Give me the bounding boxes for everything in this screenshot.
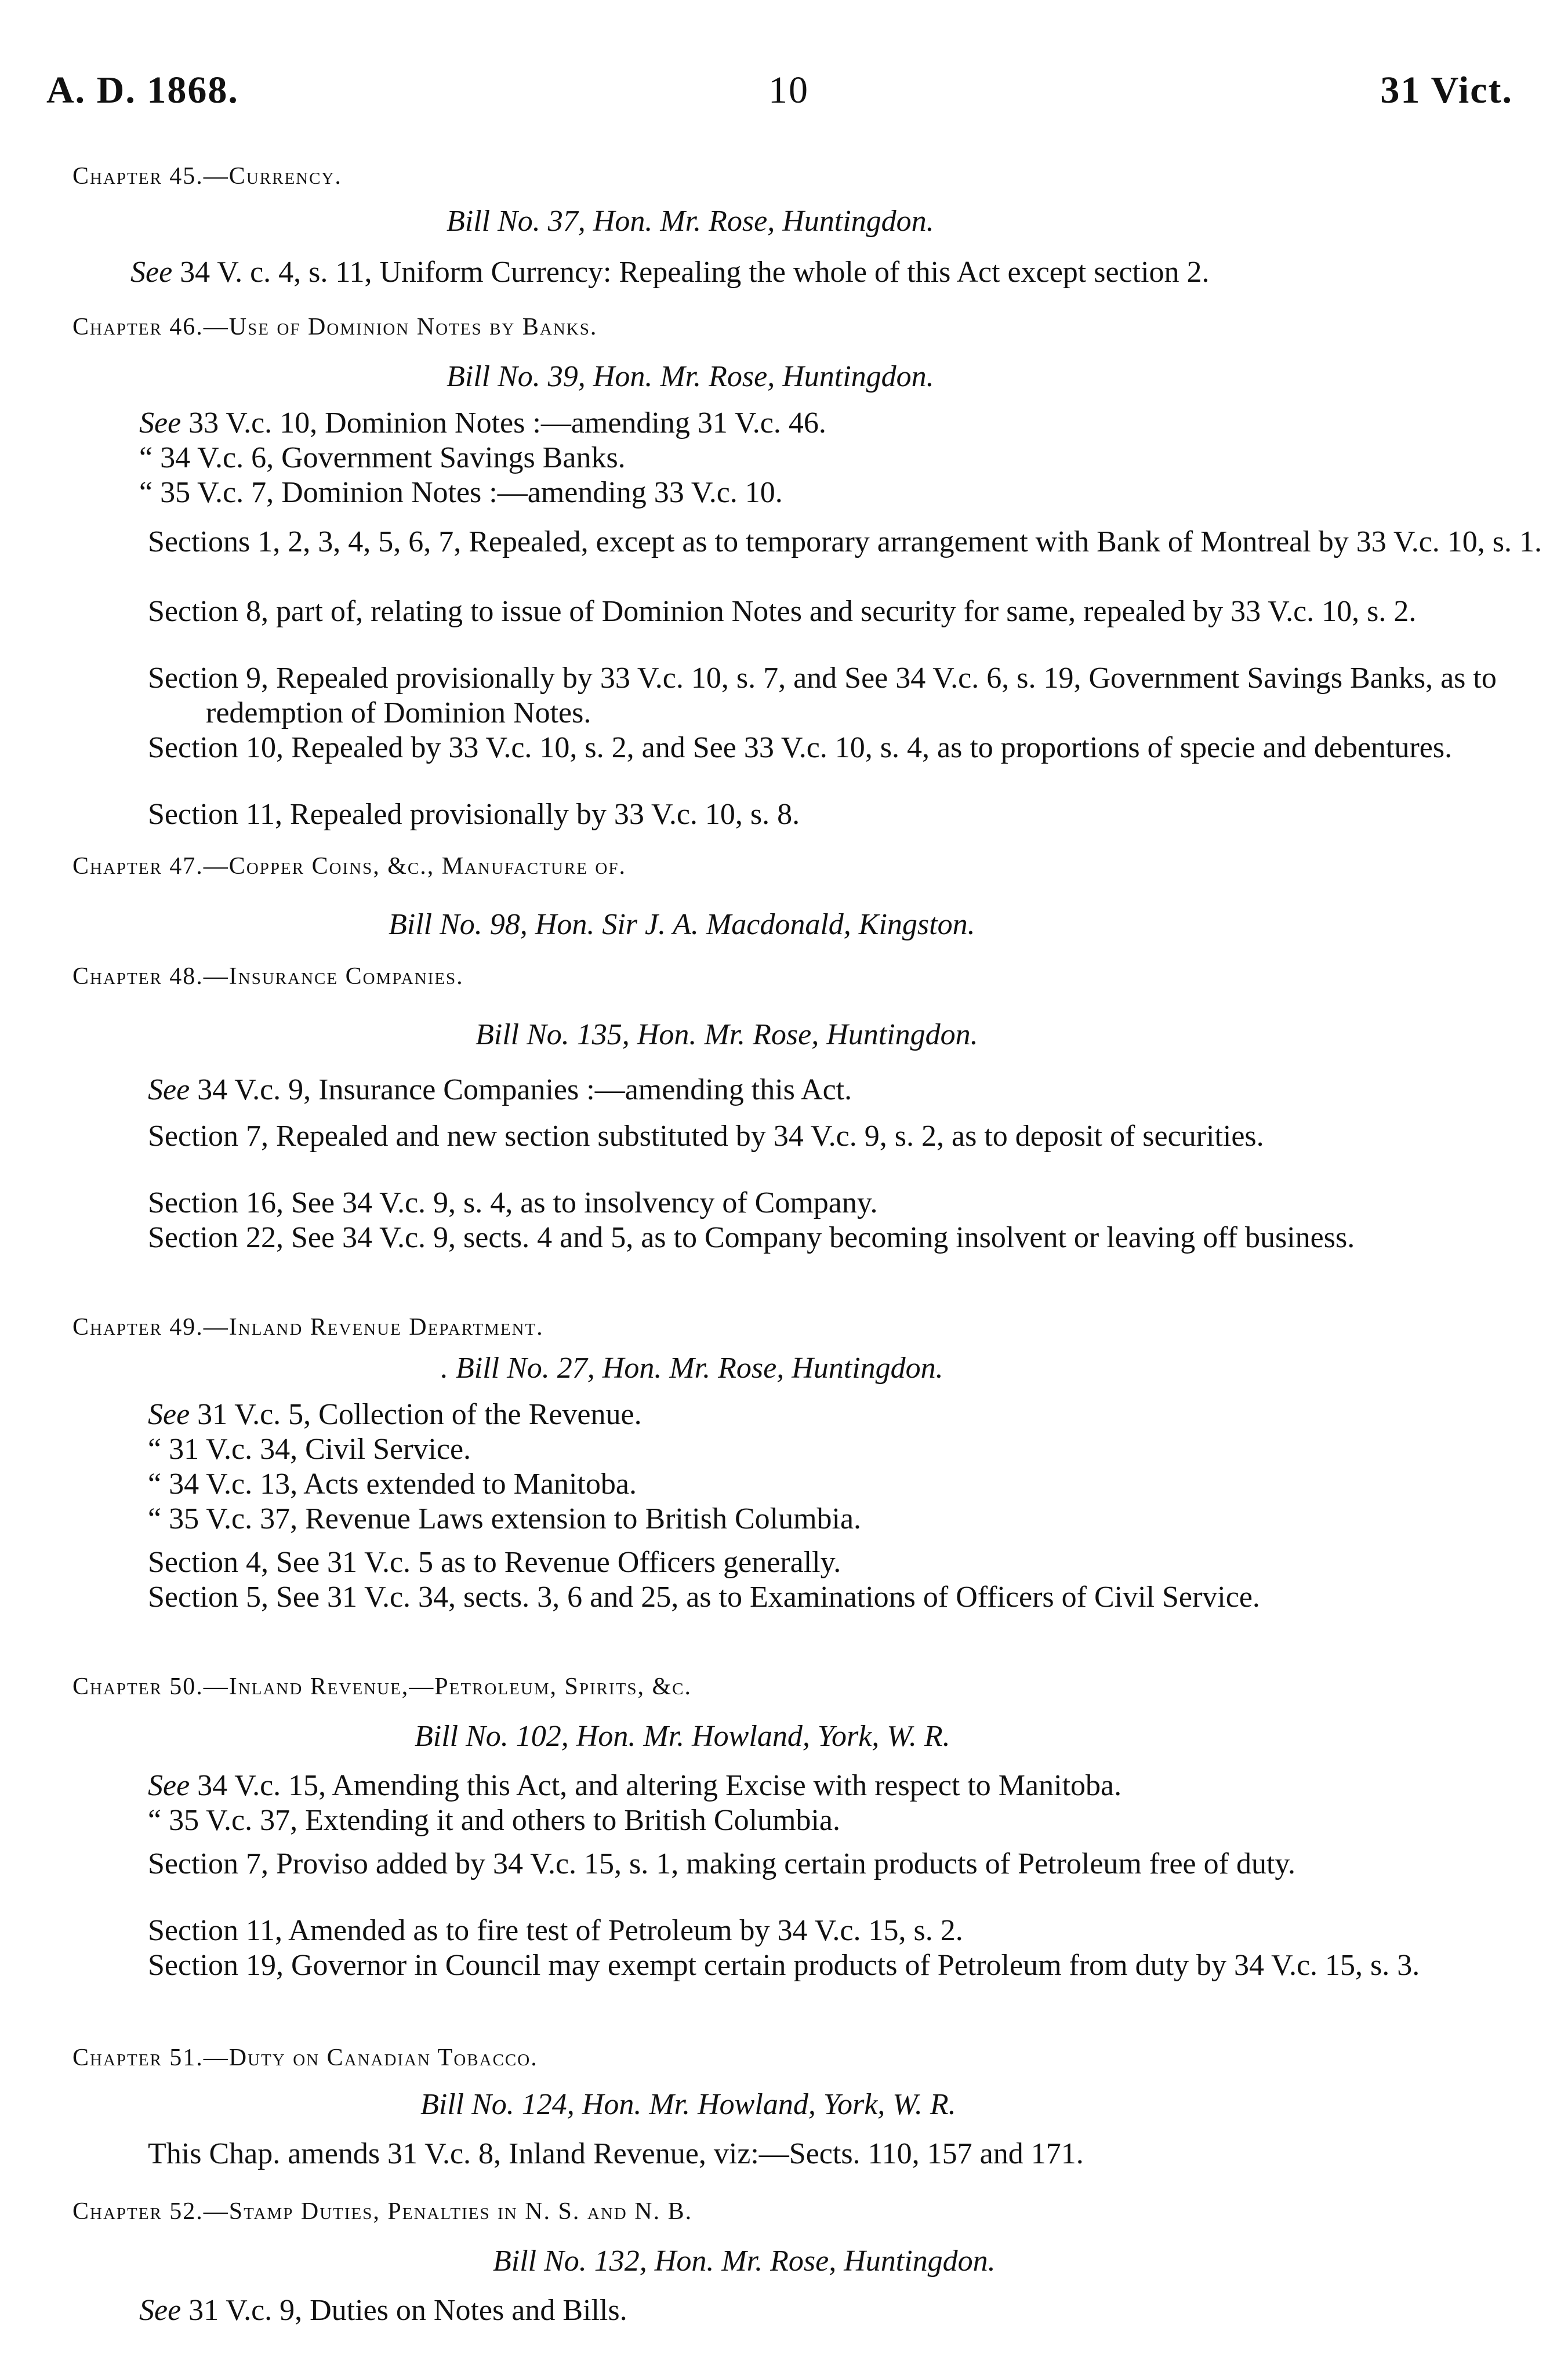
chapter-47-title: Chapter 47.—Copper Coins, &c., Manufacture of. xyxy=(72,853,626,880)
chapter-46-section-8: Section 8, part of, relating to issue of Dominion Notes and security for same, repealed by 33 V.c. 10, s. 2. xyxy=(148,595,1417,628)
chapter-45-see-line xyxy=(130,255,1210,289)
chapter-49-see-text-1: 31 V.c. 5, Collection of the Revenue. xyxy=(197,1398,642,1431)
chapter-49-section-4: Section 4, See 31 V.c. 5 as to Revenue Officers generally. xyxy=(148,1546,841,1579)
see-label: See xyxy=(148,1769,190,1802)
chapter-51-title: Chapter 51.—Duty on Canadian Tobacco. xyxy=(72,2044,538,2071)
see-label: See xyxy=(130,256,173,289)
chapter-52-bill: Bill No. 132, Hon. Mr. Rose, Huntingdon. xyxy=(493,2245,996,2278)
chapter-49-see-line-4: “ 35 V.c. 37, Revenue Laws extension to British Columbia. xyxy=(148,1502,862,1535)
chapter-49-bill: . Bill No. 27, Hon. Mr. Rose, Huntingdon. xyxy=(441,1352,943,1385)
chapter-46-see-text-1: 33 V.c. 10, Dominion Notes :—amending 31 V.c. 46. xyxy=(188,406,826,440)
chapter-48-see-line xyxy=(148,1073,852,1107)
chapter-49-section-5: Section 5, See 31 V.c. 34, sects. 3, 6 and 25, as to Examinations of Officers of Civil Service. xyxy=(148,1581,1260,1614)
chapter-52-title: Chapter 52.—Stamp Duties, Penalties in N. S. and N. B. xyxy=(72,2198,693,2225)
chapter-46-bill: Bill No. 39, Hon. Mr. Rose, Huntingdon. xyxy=(447,360,934,393)
chapter-48-see-text: 34 V.c. 9, Insurance Companies :—amending this Act. xyxy=(197,1073,852,1106)
chapter-51-amendment-line: This Chap. amends 31 V.c. 8, Inland Revenue, viz:—Sects. 110, 157 and 171. xyxy=(148,2137,1084,2170)
chapter-52-see-line xyxy=(139,2293,627,2327)
chapter-45-bill: Bill No. 37, Hon. Mr. Rose, Huntingdon. xyxy=(447,205,934,238)
chapter-46-title: Chapter 46.—Use of Dominion Notes by Banks. xyxy=(72,314,598,340)
chapter-50-section-19: Section 19, Governor in Council may exempt certain products of Petroleum from duty by 34 V.c. 15, s. 3. xyxy=(148,1949,1420,1982)
see-label: See xyxy=(139,406,182,440)
chapter-49-title: Chapter 49.—Inland Revenue Department. xyxy=(72,1314,544,1341)
chapter-48-section-7: Section 7, Repealed and new section substituted by 34 V.c. 9, s. 2, as to deposit of securities. xyxy=(148,1120,1264,1153)
chapter-49-see-line-1 xyxy=(148,1397,642,1432)
chapter-50-title: Chapter 50.—Inland Revenue,—Petroleum, Spirits, &c. xyxy=(72,1673,692,1700)
chapter-51-bill: Bill No. 124, Hon. Mr. Howland, York, W. R. xyxy=(420,2088,956,2121)
page-header-year: A. D. 1868. xyxy=(46,69,239,111)
chapter-45-see-text: 34 V. c. 4, s. 11, Uniform Currency: Repealing the whole of this Act except section 2. xyxy=(180,256,1210,289)
chapter-50-see-line-1 xyxy=(148,1768,1121,1803)
chapter-46-section-9: Section 9, Repealed provisionally by 33 V.c. 10, s. 7, and See 34 V.c. 6, s. 19, Government Savings Banks, as to redemption of Dominion Notes. xyxy=(148,662,1497,729)
chapter-50-see-text-1: 34 V.c. 15, Amending this Act, and altering Excise with respect to Manitoba. xyxy=(197,1769,1122,1802)
chapter-49-see-line-2: “ 31 V.c. 34, Civil Service. xyxy=(148,1433,471,1466)
see-label: See xyxy=(139,2294,182,2327)
chapter-49-see-line-3: “ 34 V.c. 13, Acts extended to Manitoba. xyxy=(148,1468,637,1501)
chapter-45-title: Chapter 45.—Currency. xyxy=(72,163,342,190)
chapter-48-section-16: Section 16, See 34 V.c. 9, s. 4, as to insolvency of Company. xyxy=(148,1186,878,1219)
chapter-48-bill: Bill No. 135, Hon. Mr. Rose, Huntingdon. xyxy=(476,1018,978,1051)
chapter-48-section-22: Section 22, See 34 V.c. 9, sects. 4 and 5, as to Company becoming insolvent or leaving off business. xyxy=(148,1221,1355,1254)
chapter-46-section-1-7: Sections 1, 2, 3, 4, 5, 6, 7, Repealed, except as to temporary arrangement with Bank of Montreal by 33 V.c. 10, s. 1. xyxy=(148,525,1542,558)
chapter-50-section-11: Section 11, Amended as to fire test of Petroleum by 34 V.c. 15, s. 2. xyxy=(148,1914,963,1947)
chapter-50-section-7: Section 7, Proviso added by 34 V.c. 15, s. 1, making certain products of Petroleum free of duty. xyxy=(148,1847,1296,1880)
chapter-52-see-text: 31 V.c. 9, Duties on Notes and Bills. xyxy=(188,2294,627,2327)
chapter-46-section-11: Section 11, Repealed provisionally by 33 V.c. 10, s. 8. xyxy=(148,798,800,831)
see-label: See xyxy=(148,1073,190,1106)
chapter-47-bill: Bill No. 98, Hon. Sir J. A. Macdonald, Kingston. xyxy=(389,908,975,941)
chapter-48-title: Chapter 48.—Insurance Companies. xyxy=(72,963,464,990)
chapter-46-see-line-2: “ 34 V.c. 6, Government Savings Banks. xyxy=(139,441,626,474)
chapter-50-see-line-2: “ 35 V.c. 37, Extending it and others to British Columbia. xyxy=(148,1804,840,1837)
chapter-46-section-10: Section 10, Repealed by 33 V.c. 10, s. 2, and See 33 V.c. 10, s. 4, as to proportions of specie and debentures. xyxy=(148,731,1453,764)
page-number: 10 xyxy=(768,69,809,111)
chapter-46-see-line-3: “ 35 V.c. 7, Dominion Notes :—amending 33 V.c. 10. xyxy=(139,476,783,509)
chapter-46-see-line-1 xyxy=(139,406,826,440)
see-label: See xyxy=(148,1398,190,1431)
page-header-reign: 31 Vict. xyxy=(1380,69,1513,111)
chapter-50-bill: Bill No. 102, Hon. Mr. Howland, York, W. R. xyxy=(415,1720,950,1753)
